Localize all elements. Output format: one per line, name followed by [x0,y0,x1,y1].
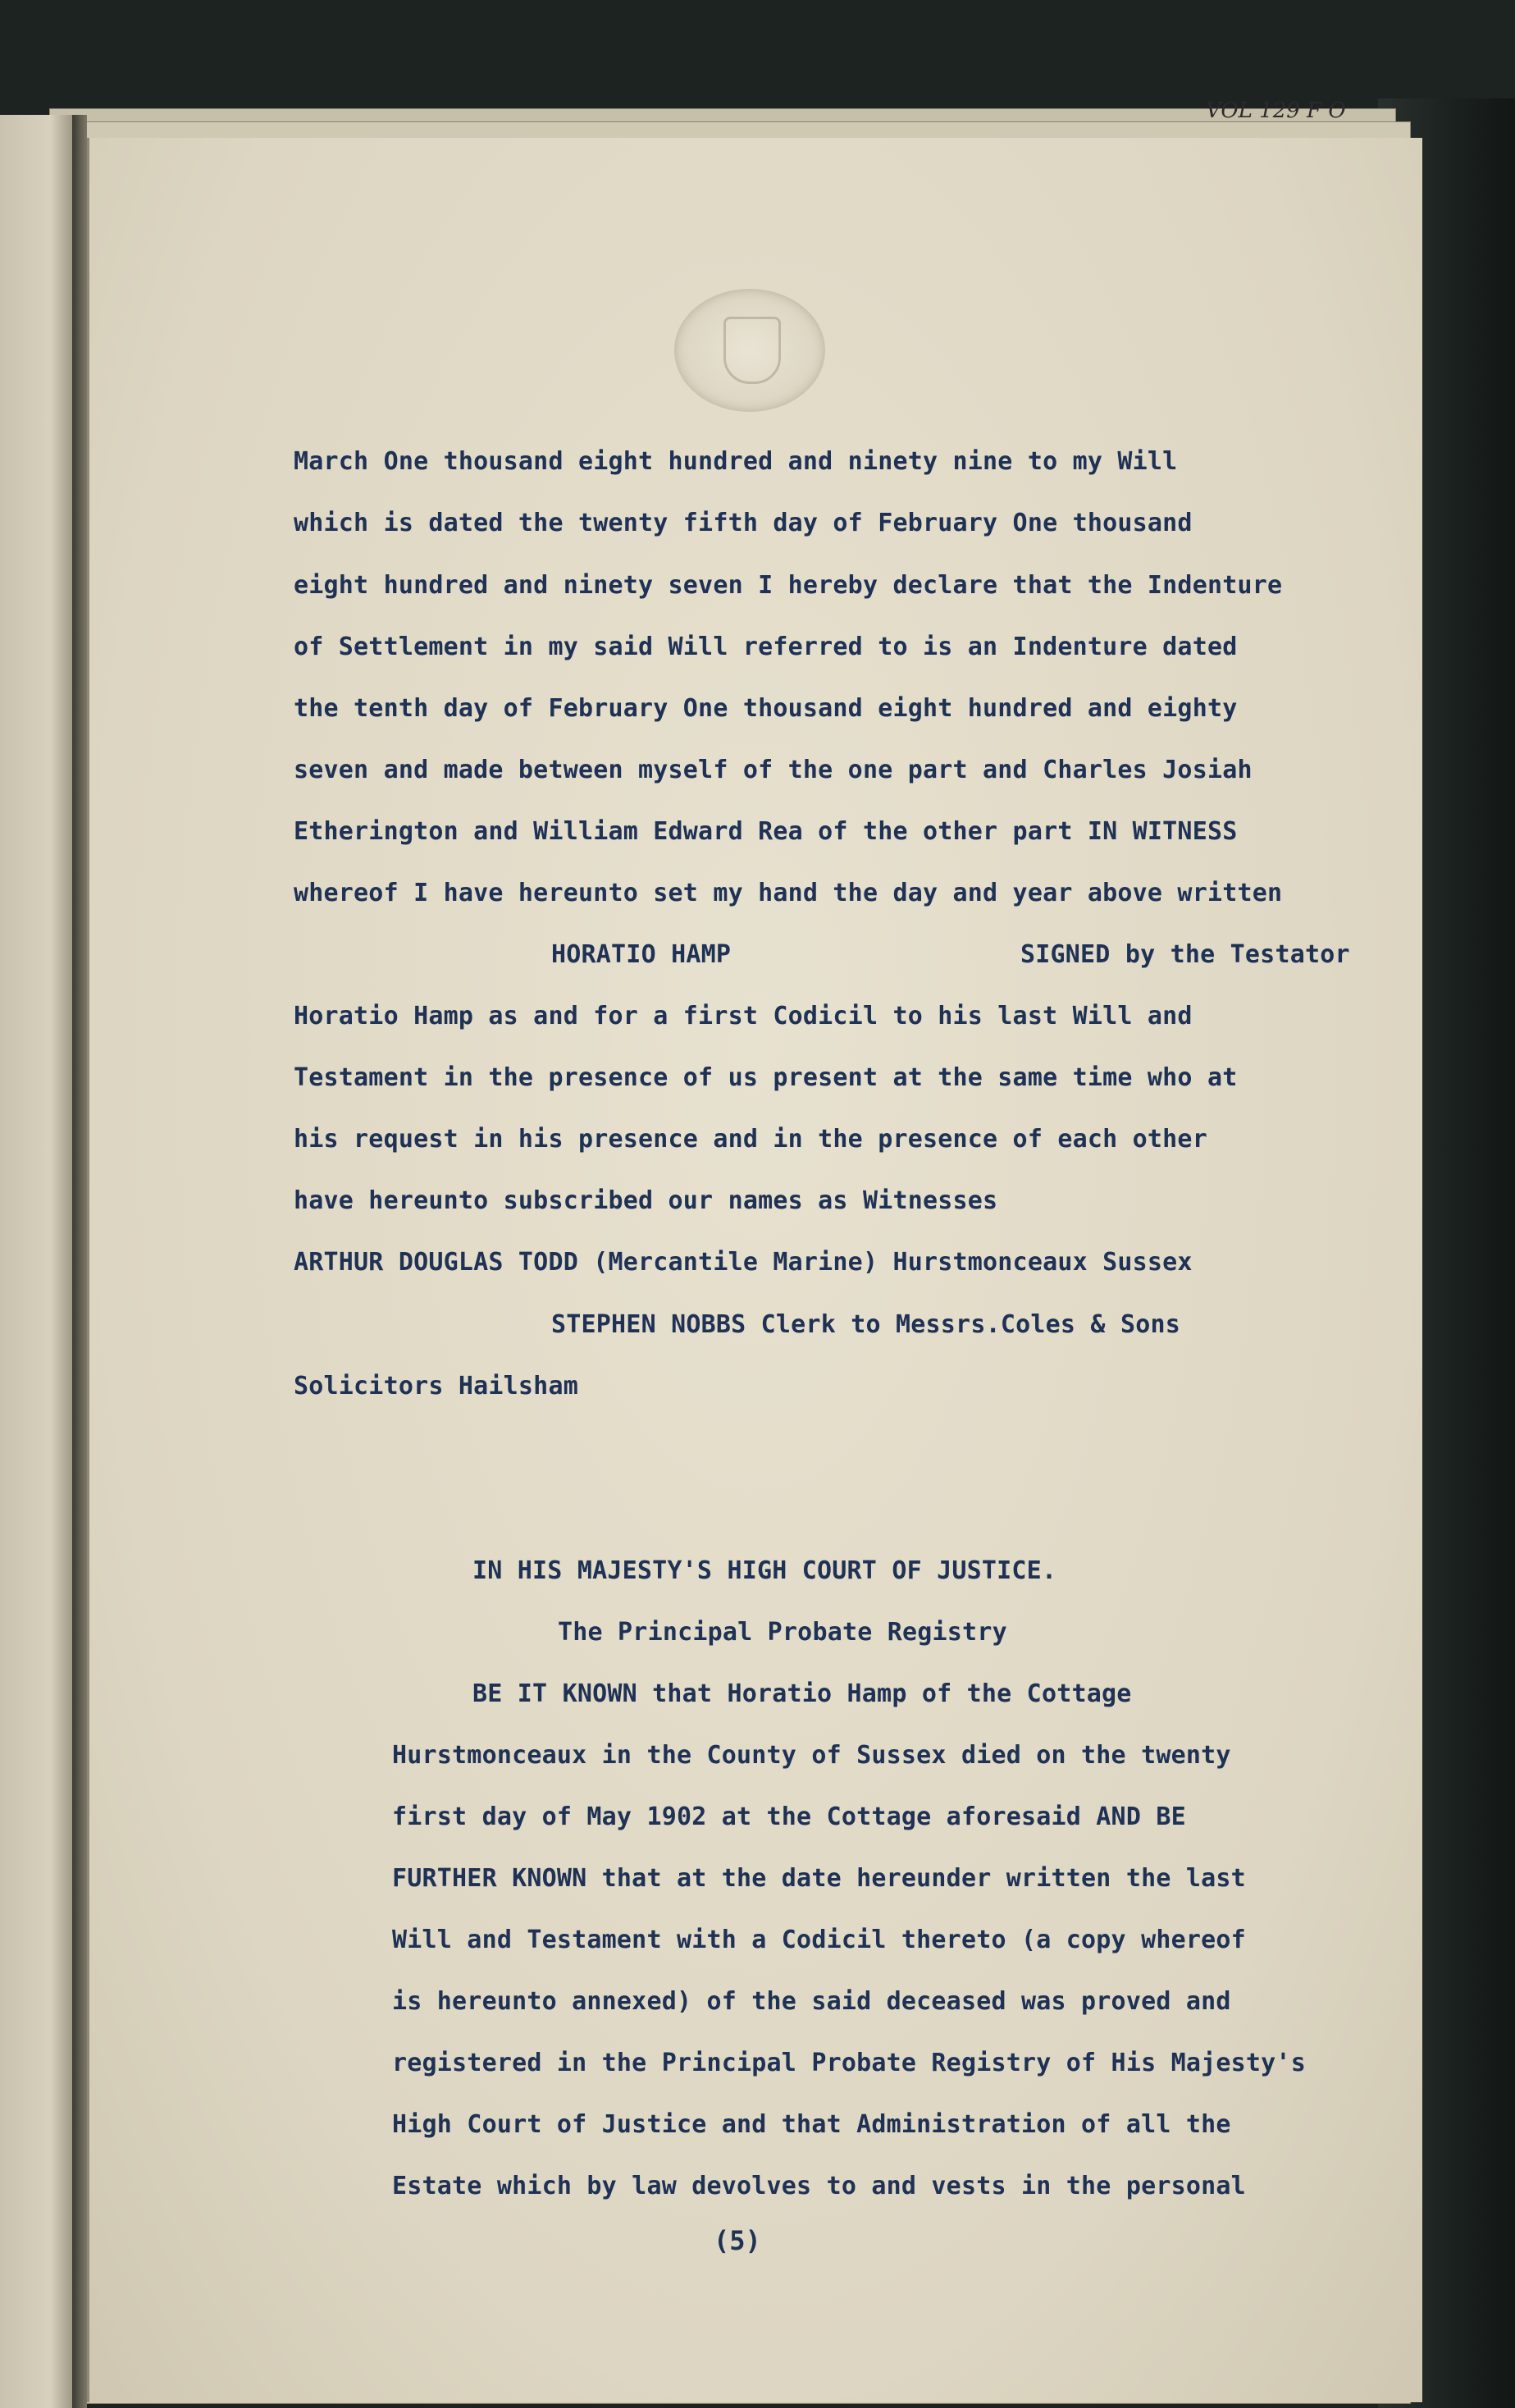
text-line: eight hundred and ninety seven I hereby declare that the Indenture [294,571,1283,600]
text-line: Solicitors Hailsham [294,1372,578,1400]
crest-icon [723,317,781,384]
text-line: March One thousand eight hundred and ninety nine to my Will [294,447,1178,476]
text-line: Estate which by law devolves to and vests in the personal [392,2172,1246,2200]
text-line: seven and made between myself of the one part and Charles Josiah [294,756,1253,784]
text-line: whereof I have hereunto set my hand the day and year above written [294,879,1283,907]
registry-heading: The Principal Probate Registry [558,1618,1007,1647]
text-line: is hereunto annexed) of the said deceased was proved and [392,1987,1231,2016]
court-heading: IN HIS MAJESTY'S HIGH COURT OF JUSTICE. [472,1556,1057,1585]
text-line: Horatio Hamp as and for a first Codicil to his last Will and [294,1002,1193,1030]
testator-signature: HORATIO HAMP [551,940,732,969]
facing-page [0,115,74,2408]
text-line: have hereunto subscribed our names as Witnesses [294,1186,998,1215]
text-line: which is dated the twenty fifth day of February One thousand [294,509,1193,537]
text-line: the tenth day of February One thousand eight hundred and eighty [294,694,1238,723]
page-number: (5) [714,2225,761,2256]
volume-reference: VOL 129 F O [1206,98,1346,123]
witness-line: STEPHEN NOBBS Clerk to Messrs.Coles & Sons [551,1310,1180,1339]
text-line: first day of May 1902 at the Cottage aforesaid AND BE [392,1803,1186,1831]
signed-clause: SIGNED by the Testator [1020,940,1350,969]
text-line: BE IT KNOWN that Horatio Hamp of the Cottage [472,1679,1132,1708]
spine-shadow [72,115,87,2408]
text-line: his request in his presence and in the presence of each other [294,1125,1207,1154]
text-line: High Court of Justice and that Administration of all the [392,2110,1231,2139]
text-line: Hurstmonceaux in the County of Sussex died on the twenty [392,1741,1231,1770]
text-line: registered in the Principal Probate Registry of His Majesty's [392,2049,1306,2077]
text-line: Will and Testament with a Codicil thereto (a copy whereof [392,1926,1246,1954]
embossed-seal [674,289,825,412]
text-line: FURTHER KNOWN that at the date hereunder written the last [392,1864,1246,1893]
text-line: of Settlement in my said Will referred to is an Indenture dated [294,633,1238,661]
text-line: Etherington and William Edward Rea of the other part IN WITNESS [294,817,1238,846]
text-line: Testament in the presence of us present at the same time who at [294,1063,1238,1092]
witness-line: ARTHUR DOUGLAS TODD (Mercantile Marine) Hurstmonceaux Sussex [294,1248,1193,1277]
